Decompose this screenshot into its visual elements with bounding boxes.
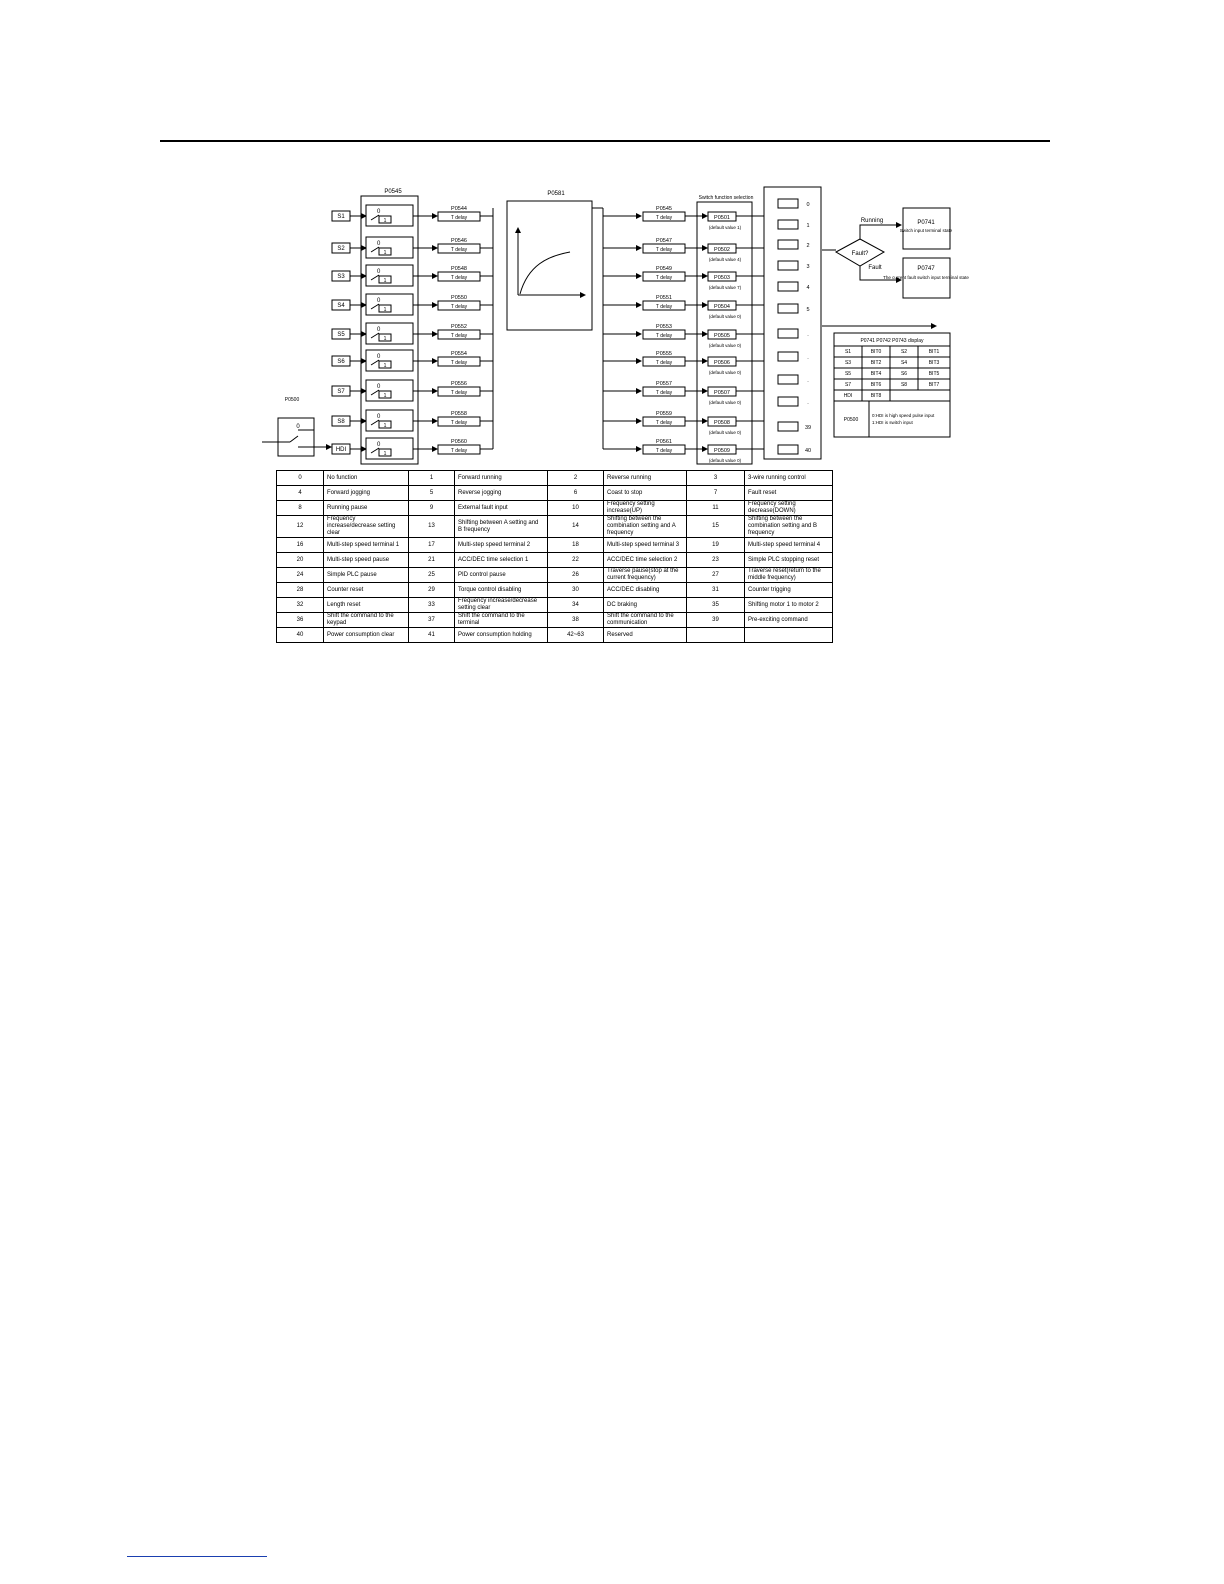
function-code-cell [687,628,745,643]
function-name-cell: External fault input [455,501,548,516]
function-code-cell: 23 [687,553,745,568]
state-box-2-param: P0747 [917,266,935,272]
terminal-label: S6 [337,359,345,365]
output-delay-param-label: P0561 [656,439,672,445]
function-param-label: P0505 [714,333,730,339]
terminal-label: HDI [335,447,347,453]
switch-slot [778,220,798,229]
function-default-note: (default value 0) [708,314,742,319]
delay-param-label: P0550 [451,295,467,301]
terminal-label: S4 [337,303,345,309]
function-code-cell: 25 [409,568,455,583]
state-table-cell: BIT0 [870,349,882,355]
function-param-label: P0504 [714,304,730,310]
switch-one-mark: 1 [383,363,387,369]
state-table-title: P0741 P0742 P0743 display [860,338,924,344]
function-param-label: P0503 [714,275,730,281]
function-name-cell: Pre-exciting command [745,613,833,628]
function-code-cell: 32 [277,598,324,613]
function-code-cell: 10 [548,501,604,516]
switch-number-label: . [807,378,809,384]
function-name-cell: Forward jogging [324,486,409,501]
switch-zero-mark: 0 [377,269,381,275]
switch-number-label: 2 [806,243,810,249]
function-code-cell: 6 [548,486,604,501]
curve-block-title: P0581 [547,191,565,197]
terminal-function-table [276,470,833,643]
function-code-cell: 21 [409,553,455,568]
switch-number-label: 0 [806,202,810,208]
function-code-cell: 35 [687,598,745,613]
delay-param-label: P0552 [451,324,467,330]
function-name-cell: Simple PLC stopping reset [745,553,833,568]
switch-zero-mark: 0 [377,442,381,448]
delay-box-label: T delay [450,247,468,253]
state-table-cell: BIT6 [870,382,882,388]
state-table-cell: S5 [844,371,852,377]
function-code-cell: 22 [548,553,604,568]
switch-number-label: . [807,332,809,338]
function-name-cell: Multi-step speed terminal 2 [455,538,548,553]
switch-zero-mark: 0 [377,298,381,304]
output-delay-param-label: P0553 [656,324,672,330]
output-delay-box-label: T delay [655,390,673,396]
function-code-cell: 11 [687,501,745,516]
function-code-cell: 34 [548,598,604,613]
hdi-select-param: P0500 [284,397,300,403]
function-code-cell: 15 [687,516,745,538]
terminal-label: S1 [337,214,345,220]
function-code-cell: 20 [277,553,324,568]
table-row [277,538,833,553]
state-table-cell: BIT3 [928,360,940,366]
switch-zero-mark: 0 [377,327,381,333]
state-table-cell: S4 [900,360,908,366]
function-name-cell: Traverse pause(stop at the current frequency) [604,568,687,583]
function-name-cell: Length reset [324,598,409,613]
switch-slot [778,397,798,406]
function-default-note: (default value 0) [708,370,742,375]
function-code-cell: 27 [687,568,745,583]
function-code-cell: 9 [409,501,455,516]
function-code-cell: 14 [548,516,604,538]
output-delay-param-label: P0559 [656,411,672,417]
function-code-cell: 18 [548,538,604,553]
switch-slot [778,375,798,384]
state-table-cell: S3 [844,360,852,366]
function-name-cell: Shifting between A setting and B frequency [455,516,548,538]
output-delay-box-label: T delay [655,333,673,339]
function-name-cell: Torque control disabling [455,583,548,598]
delay-box-label: T delay [450,215,468,221]
table-row [277,628,833,643]
switch-number-label: . [807,355,809,361]
function-default-note: (default value 1) [708,225,742,230]
function-code-cell: 29 [409,583,455,598]
delay-param-label: P0560 [451,439,467,445]
function-name-cell: Running pause [324,501,409,516]
output-delay-box-label: T delay [655,215,673,221]
switch-one-mark: 1 [383,336,387,342]
switch-slot [778,261,798,270]
table-row [277,553,833,568]
filter-block-title: P0545 [384,189,402,195]
function-name-cell: Reserved [604,628,687,643]
function-name-cell: Forward running [455,471,548,486]
function-name-cell: Multi-step speed terminal 3 [604,538,687,553]
function-code-cell: 7 [687,486,745,501]
table-row [277,613,833,628]
function-name-cell: Frequency increase/decrease setting clear [455,598,548,613]
function-name-cell: Shift the command to the terminal [455,613,548,628]
function-code-cell: 31 [687,583,745,598]
function-code-cell: 40 [277,628,324,643]
switch-slot [778,352,798,361]
switch-slot [778,199,798,208]
delay-box-label: T delay [450,420,468,426]
function-name-cell: Traverse reset(return to the middle frequency) [745,568,833,583]
function-code-cell: 16 [277,538,324,553]
output-delay-param-label: P0545 [656,206,672,212]
switch-number-label: 5 [806,307,810,313]
state-table-cell: BIT5 [928,371,940,377]
function-code-cell: 1 [409,471,455,486]
switch-slot [778,422,798,431]
delay-param-label: P0548 [451,266,467,272]
state-box-1-param: P0741 [917,220,935,226]
switch-one-mark: 1 [383,278,387,284]
function-code-cell: 37 [409,613,455,628]
state-box-1-text: Switch input terminal state [899,228,953,233]
table-row [277,568,833,583]
switch-zero-mark: 0 [377,384,381,390]
switch-slot [778,329,798,338]
function-code-cell: 39 [687,613,745,628]
state-table-footer-text-1: 0:HDI is high speed pulse input [872,413,935,418]
function-name-cell: Shift the command to the keypad [324,613,409,628]
state-table-cell: S2 [900,349,908,355]
function-code-cell: 12 [277,516,324,538]
switch-one-mark: 1 [383,423,387,429]
function-code-cell: 5 [409,486,455,501]
function-code-cell: 0 [277,471,324,486]
switch-one-mark: 1 [383,218,387,224]
function-name-cell: Power consumption holding [455,628,548,643]
delay-param-label: P0556 [451,381,467,387]
function-name-cell: No function [324,471,409,486]
state-table-cell: S8 [900,382,908,388]
function-name-cell: ACC/DEC time selection 1 [455,553,548,568]
delay-param-label: P0554 [451,351,467,357]
function-code-cell: 2 [548,471,604,486]
switch-function-title: Switch function selection [698,195,754,201]
function-name-cell: Simple PLC pause [324,568,409,583]
function-param-label: P0509 [714,448,730,454]
output-delay-param-label: P0547 [656,238,672,244]
state-table-footer-text-2: 1:HDI is switch input [872,420,913,425]
function-name-cell: Multi-step speed pause [324,553,409,568]
function-code-cell: 38 [548,613,604,628]
function-name-cell: Frequency increase/decrease setting clear [324,516,409,538]
digital-input-block-diagram [0,0,1224,470]
function-name-cell: Reverse running [604,471,687,486]
output-delay-param-label: P0555 [656,351,672,357]
terminal-label: S8 [337,419,345,425]
function-default-note: (default value 4) [708,257,742,262]
function-code-cell: 33 [409,598,455,613]
function-param-label: P0507 [714,390,730,396]
function-default-note: (default value 0) [708,400,742,405]
function-code-cell: 26 [548,568,604,583]
function-code-cell: 42~63 [548,628,604,643]
output-delay-param-label: P0551 [656,295,672,301]
switch-slot [778,282,798,291]
function-name-cell [745,628,833,643]
switch-one-mark: 1 [383,250,387,256]
switch-zero-mark: 0 [377,209,381,215]
state-table-cell: S6 [900,371,908,377]
output-delay-box-label: T delay [655,420,673,426]
state-box-2-text: The current fault switch input terminal state [883,275,969,280]
delay-box-label: T delay [450,304,468,310]
function-code-cell: 28 [277,583,324,598]
function-name-cell: ACC/DEC disabling [604,583,687,598]
function-name-cell: Shifting between the combination setting and B frequency [745,516,833,538]
switch-slot [778,240,798,249]
function-code-cell: 30 [548,583,604,598]
function-code-cell: 4 [277,486,324,501]
function-code-cell: 8 [277,501,324,516]
switch-number-label: 40 [804,448,812,454]
output-delay-param-label: P0557 [656,381,672,387]
terminal-label: S3 [337,274,345,280]
state-table-footer-param: P0500 [843,417,859,423]
function-name-cell: DC braking [604,598,687,613]
function-name-cell: Shift the command to the communication [604,613,687,628]
switch-number-label: 1 [806,223,810,229]
function-name-cell: Coast to stop [604,486,687,501]
function-name-cell: Counter reset [324,583,409,598]
switch-one-mark: 1 [383,393,387,399]
state-table-cell: BIT1 [928,349,940,355]
function-code-cell: 13 [409,516,455,538]
switch-one-mark: 1 [383,451,387,457]
switch-number-label: . [807,400,809,406]
delay-box-label: T delay [450,448,468,454]
delay-box-label: T delay [450,275,468,281]
state-table-cell: S1 [844,349,852,355]
table-row [277,598,833,613]
function-default-note: (default value 0) [708,343,742,348]
function-code-cell: 17 [409,538,455,553]
switch-slot [778,445,798,454]
output-delay-box-label: T delay [655,360,673,366]
acc-curve-block [507,201,592,330]
delay-param-label: P0546 [451,238,467,244]
decision-label: Fault? [851,251,869,257]
function-name-cell: Shifting between the combination setting and A frequency [604,516,687,538]
switch-number-label: 39 [804,425,812,431]
function-name-cell: Power consumption clear [324,628,409,643]
state-table-cell: BIT4 [870,371,882,377]
switch-number-label: 4 [806,285,810,291]
terminal-label: S7 [337,389,345,395]
switch-one-mark: 1 [383,307,387,313]
function-code-cell: 41 [409,628,455,643]
output-delay-box-label: T delay [655,304,673,310]
function-name-cell: Multi-step speed terminal 1 [324,538,409,553]
output-delay-box-label: T delay [655,247,673,253]
function-param-label: P0508 [714,420,730,426]
table-row [277,471,833,486]
function-name-cell: Shifting motor 1 to motor 2 [745,598,833,613]
output-delay-box-label: T delay [655,448,673,454]
function-name-cell: Frequency setting increase(UP) [604,501,687,516]
state-table-cell: HDI [843,393,853,399]
decision-yes-label: Running [860,218,884,224]
footnote-rule [127,1556,267,1557]
output-delay-box-label: T delay [655,275,673,281]
function-code-cell: 19 [687,538,745,553]
switch-zero-mark: 0 [377,241,381,247]
table-row [277,486,833,501]
terminal-label: S5 [337,332,345,338]
function-code-cell: 3 [687,471,745,486]
function-name-cell: Counter trigging [745,583,833,598]
function-param-label: P0506 [714,360,730,366]
table-row [277,516,833,538]
function-default-note: (default value 7) [708,285,742,290]
output-delay-param-label: P0549 [656,266,672,272]
function-name-cell: Reverse jogging [455,486,548,501]
state-table-cell: BIT7 [928,382,940,388]
function-code-cell: 36 [277,613,324,628]
function-name-cell: ACC/DEC time selection 2 [604,553,687,568]
table-row [277,583,833,598]
function-name-cell: PID control pause [455,568,548,583]
function-name-cell: Multi-step speed terminal 4 [745,538,833,553]
switch-slot [778,304,798,313]
function-default-note: (default value 0) [708,430,742,435]
function-code-cell: 24 [277,568,324,583]
function-param-label: P0502 [714,247,730,253]
delay-box-label: T delay [450,333,468,339]
delay-param-label: P0544 [451,206,467,212]
state-table-cell: S7 [844,382,852,388]
function-name-cell: 3-wire running control [745,471,833,486]
function-name-cell: Fault reset [745,486,833,501]
terminal-label: S2 [337,246,345,252]
switch-zero-mark: 0 [377,414,381,420]
function-name-cell: Frequency setting decrease(DOWN) [745,501,833,516]
decision-no-label: Fault [868,265,882,271]
hdi-select-value: 0 [296,424,300,430]
switch-number-label: 3 [806,264,810,270]
delay-box-label: T delay [450,360,468,366]
switch-zero-mark: 0 [377,354,381,360]
state-table-cell: BIT8 [870,393,882,399]
table-row [277,501,833,516]
delay-param-label: P0558 [451,411,467,417]
state-table-cell: BIT2 [870,360,882,366]
function-param-label: P0501 [714,215,730,221]
delay-box-label: T delay [450,390,468,396]
function-default-note: (default value 0) [708,458,742,463]
